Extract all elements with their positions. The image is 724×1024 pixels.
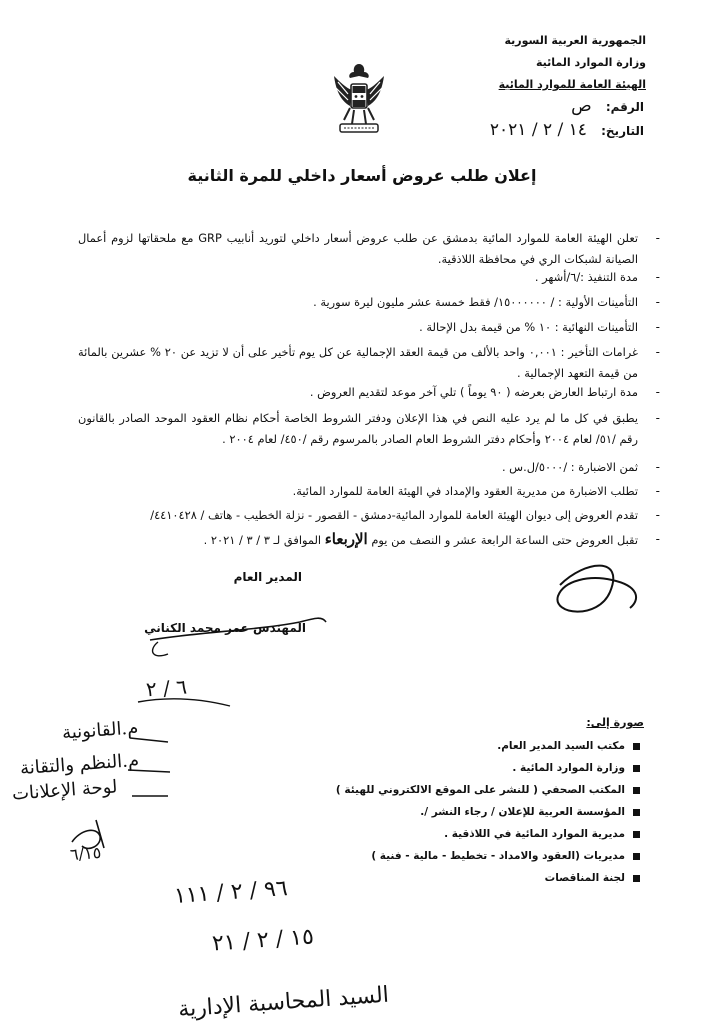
list-item: - مدة ارتباط العارض بعرضه ( ٩٠ يوماً ) تلي آخر موعد لتقديم العروض .: [309, 385, 660, 399]
cc-item: لجنة المناقصات: [545, 872, 640, 884]
list-item: - تعلن الهيئة العامة للموارد المائية بدمشق عن طلب عروض أسعار داخلي لتوريد أنابيب GRP مع ملحقاتها لزوم أعمال الصيانة لشبكات الري في محافظة اللاذقية.: [78, 231, 660, 266]
header-authority: الهيئة العامة للموارد المائية: [498, 78, 646, 91]
list-item: - تطلب الاضبارة من مديرية العقود والإمداد في الهيئة العامة للموارد المائية.: [292, 484, 660, 498]
list-item: - تقدم العروض إلى ديوان الهيئة العامة للموارد المائية-دمشق - القصور - نزلة الخطيب - هاتف / ٤٤١٠٤٢٨/: [150, 508, 660, 522]
list-item: - التأمينات النهائية : ١٠ % من قيمة بدل الإحالة .: [419, 320, 660, 334]
list-item: - ثمن الاضبارة : /٥٠٠٠/ل.س .: [501, 460, 660, 474]
cc-item: مكتب السيد المدير العام.: [497, 740, 640, 752]
director-general-title: المدير العام: [233, 570, 302, 584]
signature-scribble: [557, 566, 636, 612]
reference-label: الرقم:: [605, 100, 644, 114]
header-country: الجمهورية العربية السورية: [504, 34, 646, 47]
handwritten-note: لوحة الإعلانات: [11, 776, 119, 805]
date-label: التاريخ:: [601, 124, 644, 138]
announcement-title: إعلان طلب عروض أسعار داخلي للمرة الثانية: [187, 166, 537, 185]
cc-item: مديريات (العقود والامداد - تخطيط - مالية - فنية ): [371, 850, 640, 862]
initials-stroke: [72, 820, 104, 848]
cc-item: مديرية الموارد المائية في اللاذقية .: [444, 828, 640, 840]
header-ministry: وزارة الموارد المائية: [535, 56, 646, 69]
name-hook-stroke: [153, 642, 168, 656]
handwritten-note: ٦/١٥: [69, 842, 102, 865]
date-value: ١٤ / ٢ / ٢٠٢١: [489, 120, 587, 140]
handwritten-note: ١٥ / ٢ / ٢١: [211, 924, 315, 957]
director-general-name: المهندس عمر محمد الكناني: [144, 621, 306, 635]
list-item: - مدة التنفيذ :/٦/أشهر .: [534, 270, 660, 284]
handwritten-note: م.النظم والتقانة: [19, 749, 140, 780]
handwritten-note: السيد المحاسبة الإدارية: [177, 982, 390, 1023]
note-underline-stroke: [138, 699, 230, 706]
bracket-stroke: [128, 738, 170, 796]
list-item: - التأمينات الأولية : / ١٥٠٠٠٠٠٠/ فقط خمسة عشر مليون ليرة سورية .: [313, 295, 660, 309]
handwritten-note: ٦ / ٢: [145, 674, 188, 702]
cc-item: المكتب الصحفي ( للنشر على الموقع الالكتروني للهيئة ): [336, 784, 640, 796]
cc-title: صورة إلى:: [586, 716, 644, 729]
handwritten-note: ٩٦ / ٢ / ١١١: [173, 876, 289, 909]
list-item: - غرامات التأخير : ٠,٠٠١ واحد بالألف من قيمة العقد الإجمالية عن كل يوم تأخير على أن لا تزيد عن ٢٠ % عشرين بالمائة من قيمة التعهد الإجمالية .: [78, 345, 660, 380]
cc-item: وزارة الموارد المائية .: [512, 762, 640, 774]
cc-item: المؤسسة العربية للإعلان / رجاء النشر /.: [420, 806, 640, 818]
list-item: - يطبق في كل ما لم يرد عليه النص في هذا الإعلان ودفتر الشروط الخاصة أحكام نظام العقود الموحد الصادر بالقانون رقم /٥١/ لعام ٢٠٠٤ وأحكام دفتر الشروط العام الصادر بالمرسوم رقم /٤٥٠/ لعام ٢٠٠٤ .: [78, 411, 660, 446]
name-underline-stroke: [150, 618, 326, 640]
reference-value: ص: [571, 96, 592, 116]
list-item: - تقبل العروض حتى الساعة الرابعة عشر و النصف من يوم الإربعاء الموافق لـ ٣ / ٣ / ٢٠٢١ .: [203, 530, 660, 548]
handwritten-note: م.القانونية: [61, 717, 139, 744]
handwritten-day: الإربعاء: [324, 530, 368, 548]
